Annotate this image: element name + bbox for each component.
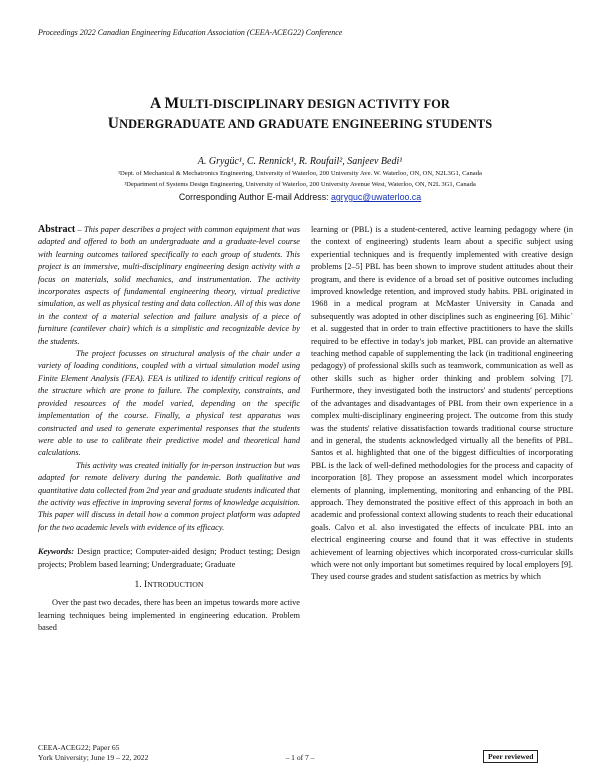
section-heading-introduction: 1. INTRODUCTION [134, 579, 204, 590]
running-head: Proceedings 2022 Canadian Engineering Education Association (CEEA-ACEG22) Conference [38, 28, 343, 37]
keywords-label: Keywords: [38, 547, 74, 557]
page-number: – 1 of 7 – [285, 753, 315, 762]
corresponding-author: Corresponding Author E-mail Address: agryguc@uwaterloo.ca [178, 192, 422, 202]
footer-conference: CEEA-ACEG22; Paper 65 York University; June 19 – 22, 2022 [38, 743, 149, 762]
affiliation-1: ¹Dept. of Mechanical & Mechatronics Engineering, University of Waterloo, 200 University Ave. W. Waterloo, ON, ON, N2L3G1, Canada [118, 170, 482, 177]
title-line-1: A MULTI-DISCIPLINARY DESIGN ACTIVITY FOR [150, 95, 450, 112]
right-column [311, 224, 573, 584]
paper-title [30, 94, 570, 134]
abstract-paragraph-2: The project focusses on structural analysis of the chair under a variety of loading conditions, coupled with a virtual simulation model using Finite Element Analysis (FEA). FEA is utilized to identify critical regions of the structure which are prone to failure. The complexity, constraints, and provided resources of the model varied, depending on the specific implementation of the course. Finally, a physical test apparatus was constructed and used to generate experimental responses that the students were able to use to calibrate their predictive model and theoretical hand calculations. [38, 349, 300, 458]
affiliation-2: ¹Department of Systems Design Engineering, University of Waterloo, 200 University Avenue West, Waterloo, ON, N2L 3G1, Canada [124, 181, 476, 188]
author-email-link[interactable]: agryguc@uwaterloo.ca [330, 192, 422, 202]
left-column [38, 224, 300, 635]
abstract-paragraph-1: Abstract – This paper describes a project with common equipment that was adapted and offered to both an undergraduate and a graduate-level course with learning outcomes tailored specifically to each group of students. This project is an immersive, multi-disciplinary engineering design activity with a focus on materials, solid mechanics, and instrumentation. The activity incorporates aspects of fundamental engineering theory, virtual predictive simulation, as well as physical testing and data collection. All of this was done in the context of a material selection and failure analysis of a piece of furniture (cantilever chair) which is a simplistic and recognizable device by the students. [38, 224, 300, 346]
keywords: Keywords: Design practice; Computer-aided design; Product testing; Design projects; Problem based learning; Undergraduate; Graduate [38, 547, 300, 569]
abstract-paragraph-3: This activity was created initially for in-person instruction but was adapted for remote delivery during the pandemic. Both qualitative and quantitative data collected from 2nd year and graduate students indicated that the activity was effective in improving several forms of knowledge acquisition. This paper will discuss in detail how a common project platform was adapted for the two academic levels with evidence of its efficacy. [38, 460, 300, 532]
introduction-paragraph: Over the past two decades, there has been an impetus towards more active learning techniques being implemented in engineering education. Problem based [38, 598, 300, 633]
title-line-2: UNDERGRADUATE AND GRADUATE ENGINEERING STUDENTS [107, 115, 493, 132]
peer-reviewed-badge: Peer reviewed [483, 750, 538, 763]
introduction-continued: learning or (PBL) is a student-centered, active learning pedagogy where (in the context of engineering) students learn about a specific subject using experiential techniques and is frequently implemented with creative design problems [2–5] PBL has been shown to improve student attitudes about their program, and there is evidence of a broad set of positive outcomes including improved knowledge retention, and improved study habits. PBL originated in 1968 in a medical program at McMaster University in Canada and subsequently was adopted in other disciplines such as engineering [6]. Mihic´ et al. suggested that in order to train effective practitioners to have the skills required to be effective in today's job market, PBL can provide an alternative teaching method capable of supplementing the lack (in traditional engineering pedagogy) of professional skills such as teamwork, communication as well as other skills such as higher order thinking and problem solving [7]. Furthermore, they investigated both the instructors' and students' perceptions of the advantages and disadvantages of PBL from their own experience in a complex multi-disciplinary engineering project. The outcome from this study was the students' relative dissatisfaction towards traditional course structure and in general, the students acknowledged virtually all the benefits of PBL. Santos et al. highlighted that one of the biggest difficulties of incorporating PBL is the lack of well-defined methodologies for the process and capacity of incorporation [8]. They propose an assessment model which incorporates elements of planning, implementing, monitoring and enhancing of the PBL approach. They demonstrated the positive effect of this approach in both an academic and professional context allowing students to reach their educational goals. Calvo et al. also investigated the effects of inculcate PBL into an electrical engineering course and found that it was effective in students achievement of learning objectives which incorporated cross-curricular skills which were not only important but sometimes required by local employers [9]. They used course grades and student satisfaction as metrics by which [311, 225, 573, 582]
abstract-label: Abstract [38, 224, 76, 235]
author-list: A. Grygüc¹, C. Rennick¹, R. Roufail², Sanjeev Bedi¹ [197, 156, 403, 167]
